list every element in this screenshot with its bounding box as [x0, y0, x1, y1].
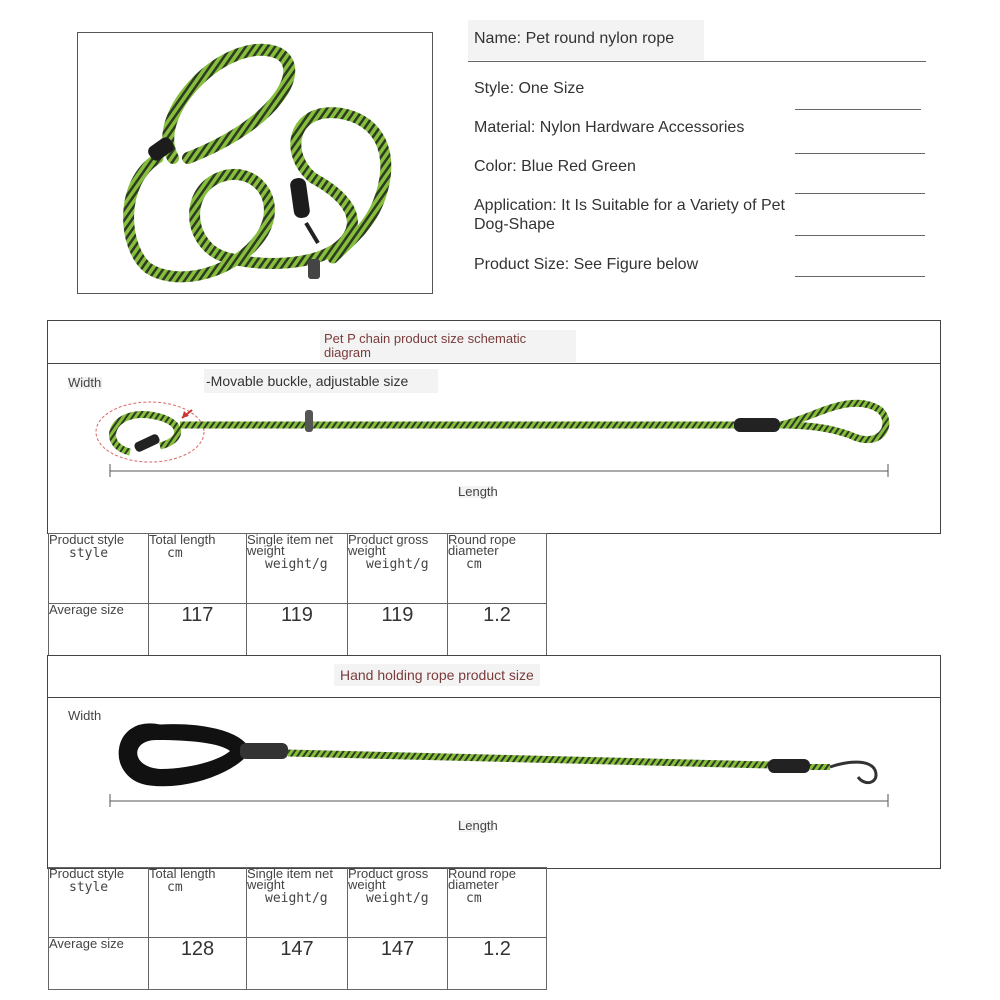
- hand-rope-diagram: [100, 705, 910, 820]
- value-total-length: 128: [149, 938, 247, 990]
- value-net-weight: 147: [247, 938, 348, 990]
- header-gross-weight: Product gross weight weight/g: [348, 868, 448, 938]
- value-rope-diameter: 1.2: [448, 938, 547, 990]
- spec-style: Style: One Size: [474, 80, 585, 97]
- spec-color: Color: Blue Red Green: [474, 158, 636, 175]
- value-gross-weight: 119: [348, 604, 448, 656]
- header-rope-diameter: Round rope diameter cm: [448, 534, 547, 604]
- length-label: Length: [458, 818, 498, 833]
- spec-application: Application: It Is Suitable for a Variety of Pet Dog-Shape: [474, 197, 785, 233]
- section2-header: Hand holding rope product size: [334, 664, 540, 686]
- spec-size: Product Size: See Figure below: [474, 256, 699, 273]
- rope-leash-illustration: [78, 33, 434, 295]
- divider: [795, 276, 925, 277]
- value-gross-weight: 147: [348, 938, 448, 990]
- header-product-style: Product style style: [49, 534, 149, 604]
- value-rope-diameter: 1.2: [448, 604, 547, 656]
- width-label: Width: [68, 375, 102, 390]
- row-label: Average size: [49, 604, 149, 656]
- divider: [795, 153, 925, 154]
- divider: [795, 235, 925, 236]
- product-photo: [77, 32, 433, 294]
- header-product-style: Product style style: [49, 868, 149, 938]
- divider: [795, 193, 925, 194]
- header-net-weight: Single item net weight weight/g: [247, 868, 348, 938]
- value-total-length: 117: [149, 604, 247, 656]
- header-rope-diameter: Round rope diameter cm: [448, 868, 547, 938]
- spec-name: [468, 20, 704, 60]
- buckle-note: -Movable buckle, adjustable size: [204, 369, 438, 393]
- length-label: Length: [458, 484, 498, 499]
- section1-header: Pet P chain product size schematic diagram: [320, 330, 576, 362]
- row-label: Average size: [49, 938, 149, 990]
- header-total-length: Total length cm: [149, 534, 247, 604]
- spec-material: Material: Nylon Hardware Accessories: [474, 119, 745, 136]
- value-net-weight: 119: [247, 604, 348, 656]
- divider: [795, 109, 921, 110]
- spec-name-text: Name: Pet round nylon rope: [474, 30, 675, 47]
- size-table-2: [48, 867, 547, 990]
- divider: [468, 61, 926, 62]
- header-total-length: Total length cm: [149, 868, 247, 938]
- p-chain-rope-diagram: [90, 380, 910, 500]
- size-table-1: [48, 533, 547, 656]
- width-label: Width: [68, 708, 102, 723]
- header-net-weight: Single item net weight weight/g: [247, 534, 348, 604]
- header-gross-weight: Product gross weight weight/g: [348, 534, 448, 604]
